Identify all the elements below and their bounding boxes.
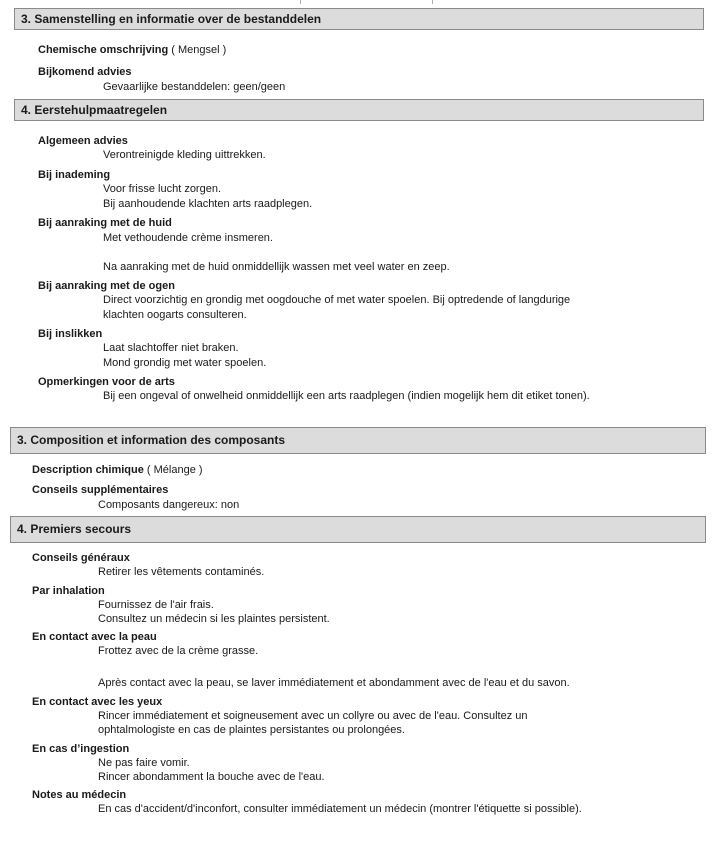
chemical-description-value: ( Mengsel ) — [171, 44, 227, 56]
physician-notes-text-fr: En cas d'accident/d'inconfort, consulter immédiatement un médecin (montrer l'étiquette si possible). — [98, 803, 582, 815]
section-header-fr-4: 4. Premiers secours — [10, 516, 706, 543]
chemical-description-value-fr: ( Mélange ) — [146, 464, 203, 476]
skin-contact-label: Bij aanraking met de huid — [38, 217, 172, 229]
skin-contact-label-fr: En contact avec la peau — [32, 631, 157, 643]
additional-advice-text-fr: Composants dangereux: non — [98, 499, 240, 511]
ingestion-text-2: Mond grondig met water spoelen. — [103, 357, 267, 369]
ingestion-text-1: Laat slachtoffer niet braken. — [103, 342, 239, 354]
ingestion-text-1-fr: Ne pas faire vomir. — [98, 757, 190, 769]
eye-contact-label: Bij aanraking met de ogen — [38, 280, 175, 292]
inhalation-label-fr: Par inhalation — [32, 585, 105, 597]
inhalation-text-1-fr: Fournissez de l'air frais. — [98, 599, 214, 611]
general-advice-text: Verontreinigde kleding uittrekken. — [103, 149, 266, 161]
chemical-description-title: Chemische omschrijving — [38, 44, 169, 56]
additional-advice-text: Gevaarlijke bestanddelen: geen/geen — [103, 81, 286, 93]
ingestion-label: Bij inslikken — [38, 328, 103, 340]
skin-contact-text-1-fr: Frottez avec de la crème grasse. — [98, 645, 259, 657]
inhalation-label: Bij inademing — [38, 169, 111, 181]
section-header-nl-3: 3. Samenstelling en informatie over de bestanddelen — [14, 8, 704, 30]
scan-mark — [432, 0, 433, 4]
eye-contact-text-2-fr: ophtalmologiste en cas de plaintes persistantes ou prolongées. — [98, 724, 405, 736]
physician-notes-text: Bij een ongeval of onwelheid onmiddellijk een arts raadplegen (indien mogelijk hem dit etiket tonen). — [103, 390, 590, 402]
eye-contact-label-fr: En contact avec les yeux — [32, 696, 163, 708]
additional-advice-label-fr: Conseils supplémentaires — [32, 484, 169, 496]
additional-advice-label: Bijkomend advies — [38, 66, 132, 78]
eye-contact-text-1-fr: Rincer immédiatement et soigneusement avec un collyre ou avec de l'eau. Consultez un — [98, 710, 528, 722]
general-advice-label: Algemeen advies — [38, 135, 128, 147]
chemical-description-title-fr: Description chimique — [32, 464, 144, 476]
inhalation-text-2: Bij aanhoudende klachten arts raadplegen. — [103, 198, 313, 210]
section-header-fr-3: 3. Composition et information des composants — [10, 427, 706, 454]
skin-contact-text-2: Na aanraking met de huid onmiddellijk wassen met veel water en zeep. — [103, 261, 450, 273]
section-header-nl-4: 4. Eerstehulpmaatregelen — [14, 99, 704, 121]
general-advice-text-fr: Retirer les vêtements contaminés. — [98, 566, 265, 578]
eye-contact-text-2: klachten oogarts consulteren. — [103, 309, 247, 321]
general-advice-label-fr: Conseils généraux — [32, 552, 130, 564]
ingestion-label-fr: En cas d’ingestion — [32, 743, 130, 755]
skin-contact-text-2-fr: Après contact avec la peau, se laver immédiatement et abondamment avec de l'eau et du savon. — [98, 677, 570, 689]
inhalation-text-2-fr: Consultez un médecin si les plaintes persistent. — [98, 613, 330, 625]
inhalation-text-1: Voor frisse lucht zorgen. — [103, 183, 222, 195]
eye-contact-text-1: Direct voorzichtig en grondig met oogdouche of met water spoelen. Bij optredende of langdurige — [103, 294, 571, 306]
physician-notes-label: Opmerkingen voor de arts — [38, 376, 175, 388]
physician-notes-label-fr: Notes au médecin — [32, 789, 127, 801]
chemical-description-label-fr — [32, 463, 203, 477]
scan-mark — [300, 0, 301, 4]
ingestion-text-2-fr: Rincer abondamment la bouche avec de l'eau. — [98, 771, 325, 783]
chemical-description-label — [38, 43, 226, 57]
skin-contact-text-1: Met vethoudende crème insmeren. — [103, 232, 273, 244]
